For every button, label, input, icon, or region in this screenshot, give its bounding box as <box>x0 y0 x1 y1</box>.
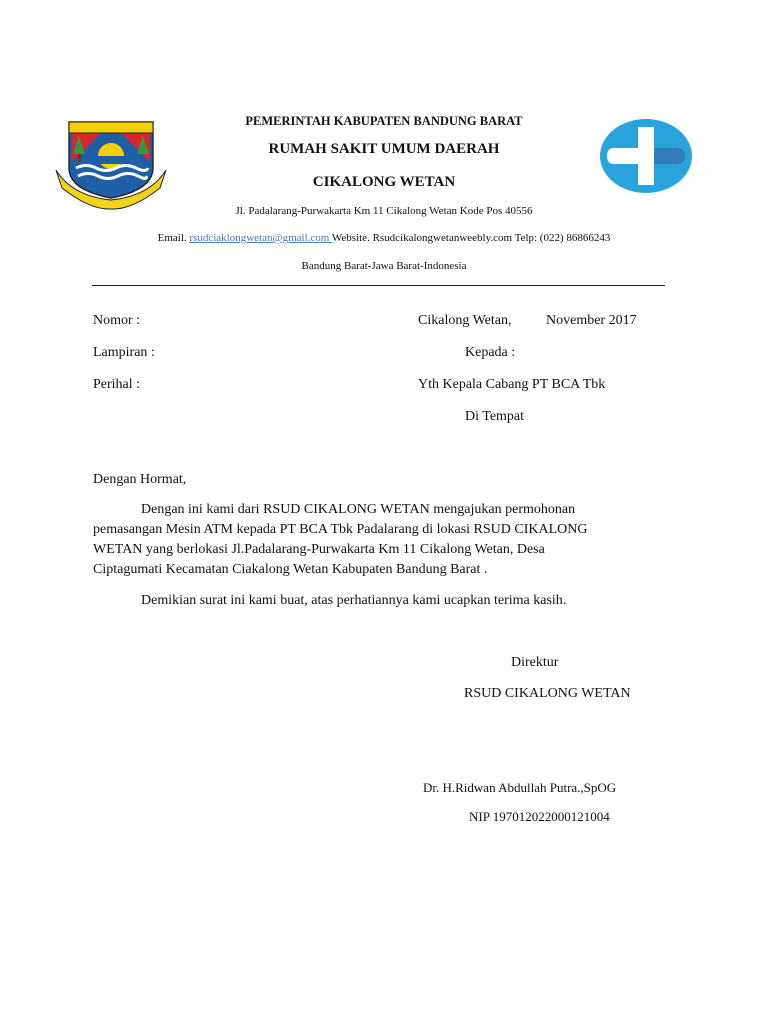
city-title: CIKALONG WETAN <box>312 174 456 190</box>
place-label: Cikalong Wetan, <box>418 313 512 328</box>
signatory-nip: NIP 197012022000121004 <box>469 809 610 824</box>
paragraph1-line4: Ciptagumati Kecamatan Ciakalong Wetan Kabupaten Bandung Barat . <box>93 562 488 577</box>
region-line: Bandung Barat-Jawa Barat-Indonesia <box>301 260 467 272</box>
date-label: November 2017 <box>546 313 637 328</box>
hospital-title: RUMAH SAKIT UMUM DAERAH <box>268 141 500 157</box>
recipient-line: Yth Kepala Cabang PT BCA Tbk <box>418 377 606 392</box>
paragraph2: Demikian surat ini kami buat, atas perhatiannya kami ucapkan terima kasih. <box>141 593 567 608</box>
contact-rest: Website. Rsudcikalongwetanweebly.com Telp: (022) 86866243 <box>331 232 611 244</box>
paragraph1-line3: WETAN yang berlokasi Jl.Padalarang-Purwakarta Km 11 Cikalong Wetan, Desa <box>93 542 545 557</box>
signature-title: Direktur <box>511 655 559 670</box>
signature-org: RSUD CIKALONG WETAN <box>464 686 631 701</box>
header-divider <box>92 285 665 286</box>
paragraph1-line1: Dengan ini kami dari RSUD CIKALONG WETAN mengajukan permohonan <box>141 502 576 517</box>
government-title: PEMERINTAH KABUPATEN BANDUNG BARAT <box>245 114 523 128</box>
kabupaten-emblem-icon <box>52 118 170 210</box>
di-tempat-line: Di Tempat <box>465 409 525 424</box>
perihal-label: Perihal : <box>93 377 141 392</box>
paragraph1-line2: pemasangan Mesin ATM kepada PT BCA Tbk Padalarang di lokasi RSUD CIKALONG <box>93 522 588 537</box>
greeting: Dengan Hormat, <box>93 472 187 487</box>
email-label: Email. <box>157 232 190 244</box>
signatory-name: Dr. H.Ridwan Abdullah Putra.,SpOG <box>423 780 617 795</box>
email-link[interactable]: rsudciaklongwetan@gmail.com <box>189 232 332 244</box>
contact-line <box>0 232 768 244</box>
nomor-label: Nomor : <box>93 313 141 328</box>
lampiran-label: Lampiran : <box>93 345 155 360</box>
kepada-label: Kepada : <box>465 345 516 360</box>
address-line: Jl. Padalarang-Purwakarta Km 11 Cikalong Wetan Kode Pos 40556 <box>235 205 533 217</box>
